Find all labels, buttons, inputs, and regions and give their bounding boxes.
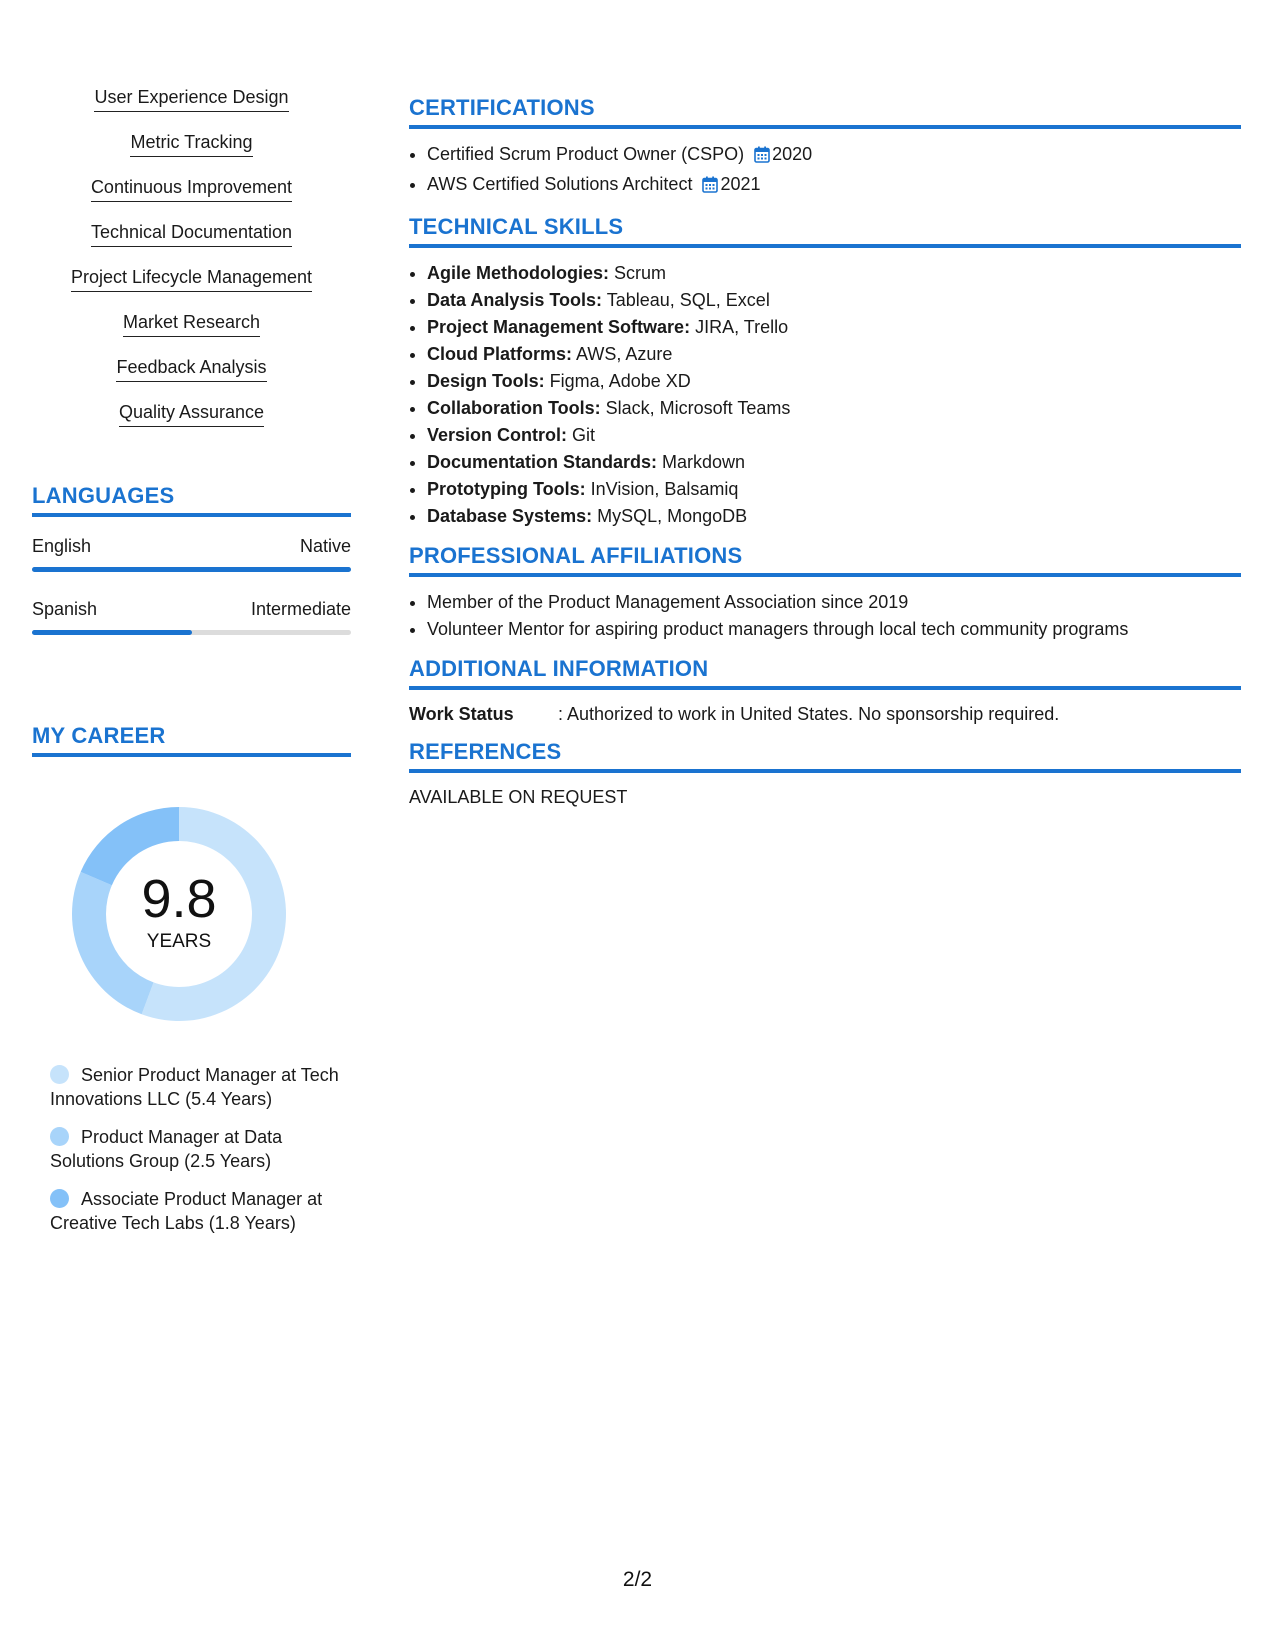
- language-line: [32, 598, 351, 620]
- technical-skills-section: [409, 213, 1241, 530]
- certification-item: [427, 171, 1241, 201]
- technical-skill-label: Prototyping Tools:: [427, 479, 586, 499]
- technical-skill-item: [427, 260, 1241, 287]
- career-legend-item: [50, 1187, 340, 1235]
- certification-name: Certified Scrum Product Owner (CSPO): [427, 144, 745, 164]
- certification-year: 2021: [720, 174, 761, 194]
- skill-item: [32, 311, 351, 356]
- career-total-unit: YEARS: [146, 931, 212, 952]
- career-total-years: 9.8: [141, 869, 217, 929]
- technical-skill-value: Tableau, SQL, Excel: [602, 290, 770, 310]
- affiliations-list: [409, 589, 1241, 643]
- skill-item: [32, 86, 351, 131]
- career-legend-item: [50, 1063, 340, 1111]
- languages-title: LANGUAGES: [32, 482, 351, 517]
- technical-skill-label: Version Control:: [427, 425, 568, 445]
- skill-tag: Feedback Analysis: [116, 356, 266, 382]
- language-name: English: [32, 536, 92, 556]
- technical-skill-item: [427, 287, 1241, 314]
- skill-item: [32, 356, 351, 401]
- language-row: [32, 598, 351, 635]
- career-role-label: Associate Product Manager at Creative Tech Labs (1.8 Years): [50, 1189, 323, 1233]
- certifications-title: CERTIFICATIONS: [409, 94, 1241, 129]
- technical-skill-label: Cloud Platforms:: [427, 344, 573, 364]
- career-role-label: Senior Product Manager at Tech Innovations LLC (5.4 Years): [50, 1065, 339, 1109]
- references-section: [409, 738, 1241, 809]
- language-bar-fill: [32, 567, 351, 572]
- career-role-label: Product Manager at Data Solutions Group (2.5 Years): [50, 1127, 283, 1171]
- languages-section: [32, 482, 351, 635]
- technical-skill-value: Slack, Microsoft Teams: [600, 398, 791, 418]
- skill-item: [32, 176, 351, 221]
- skill-tag: Technical Documentation: [91, 221, 292, 247]
- language-name: Spanish: [32, 599, 98, 619]
- career-donut-chart: [66, 801, 292, 1027]
- affiliation-item: • Member of the Product Management Association since 2019: [427, 589, 1241, 616]
- left-column: [32, 86, 351, 1233]
- language-bar-fill: [32, 630, 192, 635]
- career-section: [32, 722, 351, 1249]
- technical-skill-value: Scrum: [609, 263, 667, 283]
- work-status-value: : Authorized to work in United States. No sponsorship required.: [558, 704, 1060, 724]
- legend-dot-icon: [50, 1127, 69, 1146]
- technical-skills-list: [409, 260, 1241, 530]
- language-bar: [32, 567, 351, 572]
- affiliation-item: • Volunteer Mentor for aspiring product managers through local tech community programs: [427, 616, 1241, 643]
- skill-item: [32, 401, 351, 446]
- references-title: REFERENCES: [409, 738, 1241, 773]
- skill-item: [32, 266, 351, 311]
- additional-info-section: [409, 655, 1241, 726]
- technical-skill-value: MySQL, MongoDB: [592, 506, 748, 526]
- technical-skill-item: [427, 395, 1241, 422]
- career-legend: [50, 1063, 340, 1235]
- references-text: AVAILABLE ON REQUEST: [409, 787, 628, 807]
- career-title: MY CAREER: [32, 722, 351, 757]
- technical-skill-item: [427, 449, 1241, 476]
- legend-dot-icon: [50, 1065, 69, 1084]
- technical-skill-value: JIRA, Trello: [690, 317, 789, 337]
- affiliations-title: PROFESSIONAL AFFILIATIONS: [409, 542, 1241, 577]
- skill-tag: User Experience Design: [94, 86, 288, 112]
- page-number: 2/2: [622, 1568, 653, 1591]
- certification-item: [427, 141, 1241, 171]
- skill-item: [32, 221, 351, 266]
- languages-list: [32, 535, 351, 635]
- language-row: [32, 535, 351, 572]
- skills-list: [32, 86, 351, 446]
- technical-skill-item: [427, 341, 1241, 368]
- technical-skill-label: Collaboration Tools:: [427, 398, 601, 418]
- technical-skills-title: TECHNICAL SKILLS: [409, 213, 1241, 248]
- calendar-icon: [702, 174, 718, 201]
- technical-skill-value: Markdown: [657, 452, 746, 472]
- certification-name: AWS Certified Solutions Architect: [427, 174, 693, 194]
- technical-skill-label: Design Tools:: [427, 371, 545, 391]
- skill-item: [32, 131, 351, 176]
- technical-skill-label: Documentation Standards:: [427, 452, 658, 472]
- skill-tag: Metric Tracking: [130, 131, 252, 157]
- technical-skill-value: AWS, Azure: [572, 344, 673, 364]
- affiliations-section: [409, 542, 1241, 643]
- technical-skill-value: InVision, Balsamiq: [585, 479, 739, 499]
- technical-skill-label: Database Systems:: [427, 506, 593, 526]
- work-status-label: Work Status: [409, 704, 514, 724]
- technical-skill-label: Agile Methodologies:: [427, 263, 609, 283]
- right-column: [409, 94, 1241, 821]
- career-legend-item: [50, 1125, 340, 1173]
- work-status-row: [409, 702, 1241, 726]
- language-line: [32, 535, 351, 557]
- technical-skill-label: Project Management Software:: [427, 317, 691, 337]
- language-level: Intermediate: [250, 599, 351, 619]
- technical-skill-item: [427, 422, 1241, 449]
- technical-skill-label: Data Analysis Tools:: [427, 290, 603, 310]
- skill-tag: Project Lifecycle Management: [71, 266, 312, 292]
- certifications-list: [409, 141, 1241, 201]
- technical-skill-item: [427, 476, 1241, 503]
- donut-center: [66, 801, 292, 1027]
- technical-skill-value: Figma, Adobe XD: [544, 371, 691, 391]
- skill-tag: Market Research: [123, 311, 260, 337]
- certifications-section: [409, 94, 1241, 201]
- technical-skill-item: [427, 314, 1241, 341]
- technical-skill-item: [427, 503, 1241, 530]
- legend-dot-icon: [50, 1189, 69, 1208]
- certification-year: 2020: [772, 144, 813, 164]
- skill-tag: Continuous Improvement: [91, 176, 292, 202]
- additional-info-title: ADDITIONAL INFORMATION: [409, 655, 1241, 690]
- language-level: Native: [299, 536, 351, 556]
- technical-skill-item: [427, 368, 1241, 395]
- technical-skill-value: Git: [567, 425, 596, 445]
- language-bar: [32, 630, 351, 635]
- calendar-icon: [754, 144, 770, 171]
- skill-tag: Quality Assurance: [119, 401, 264, 427]
